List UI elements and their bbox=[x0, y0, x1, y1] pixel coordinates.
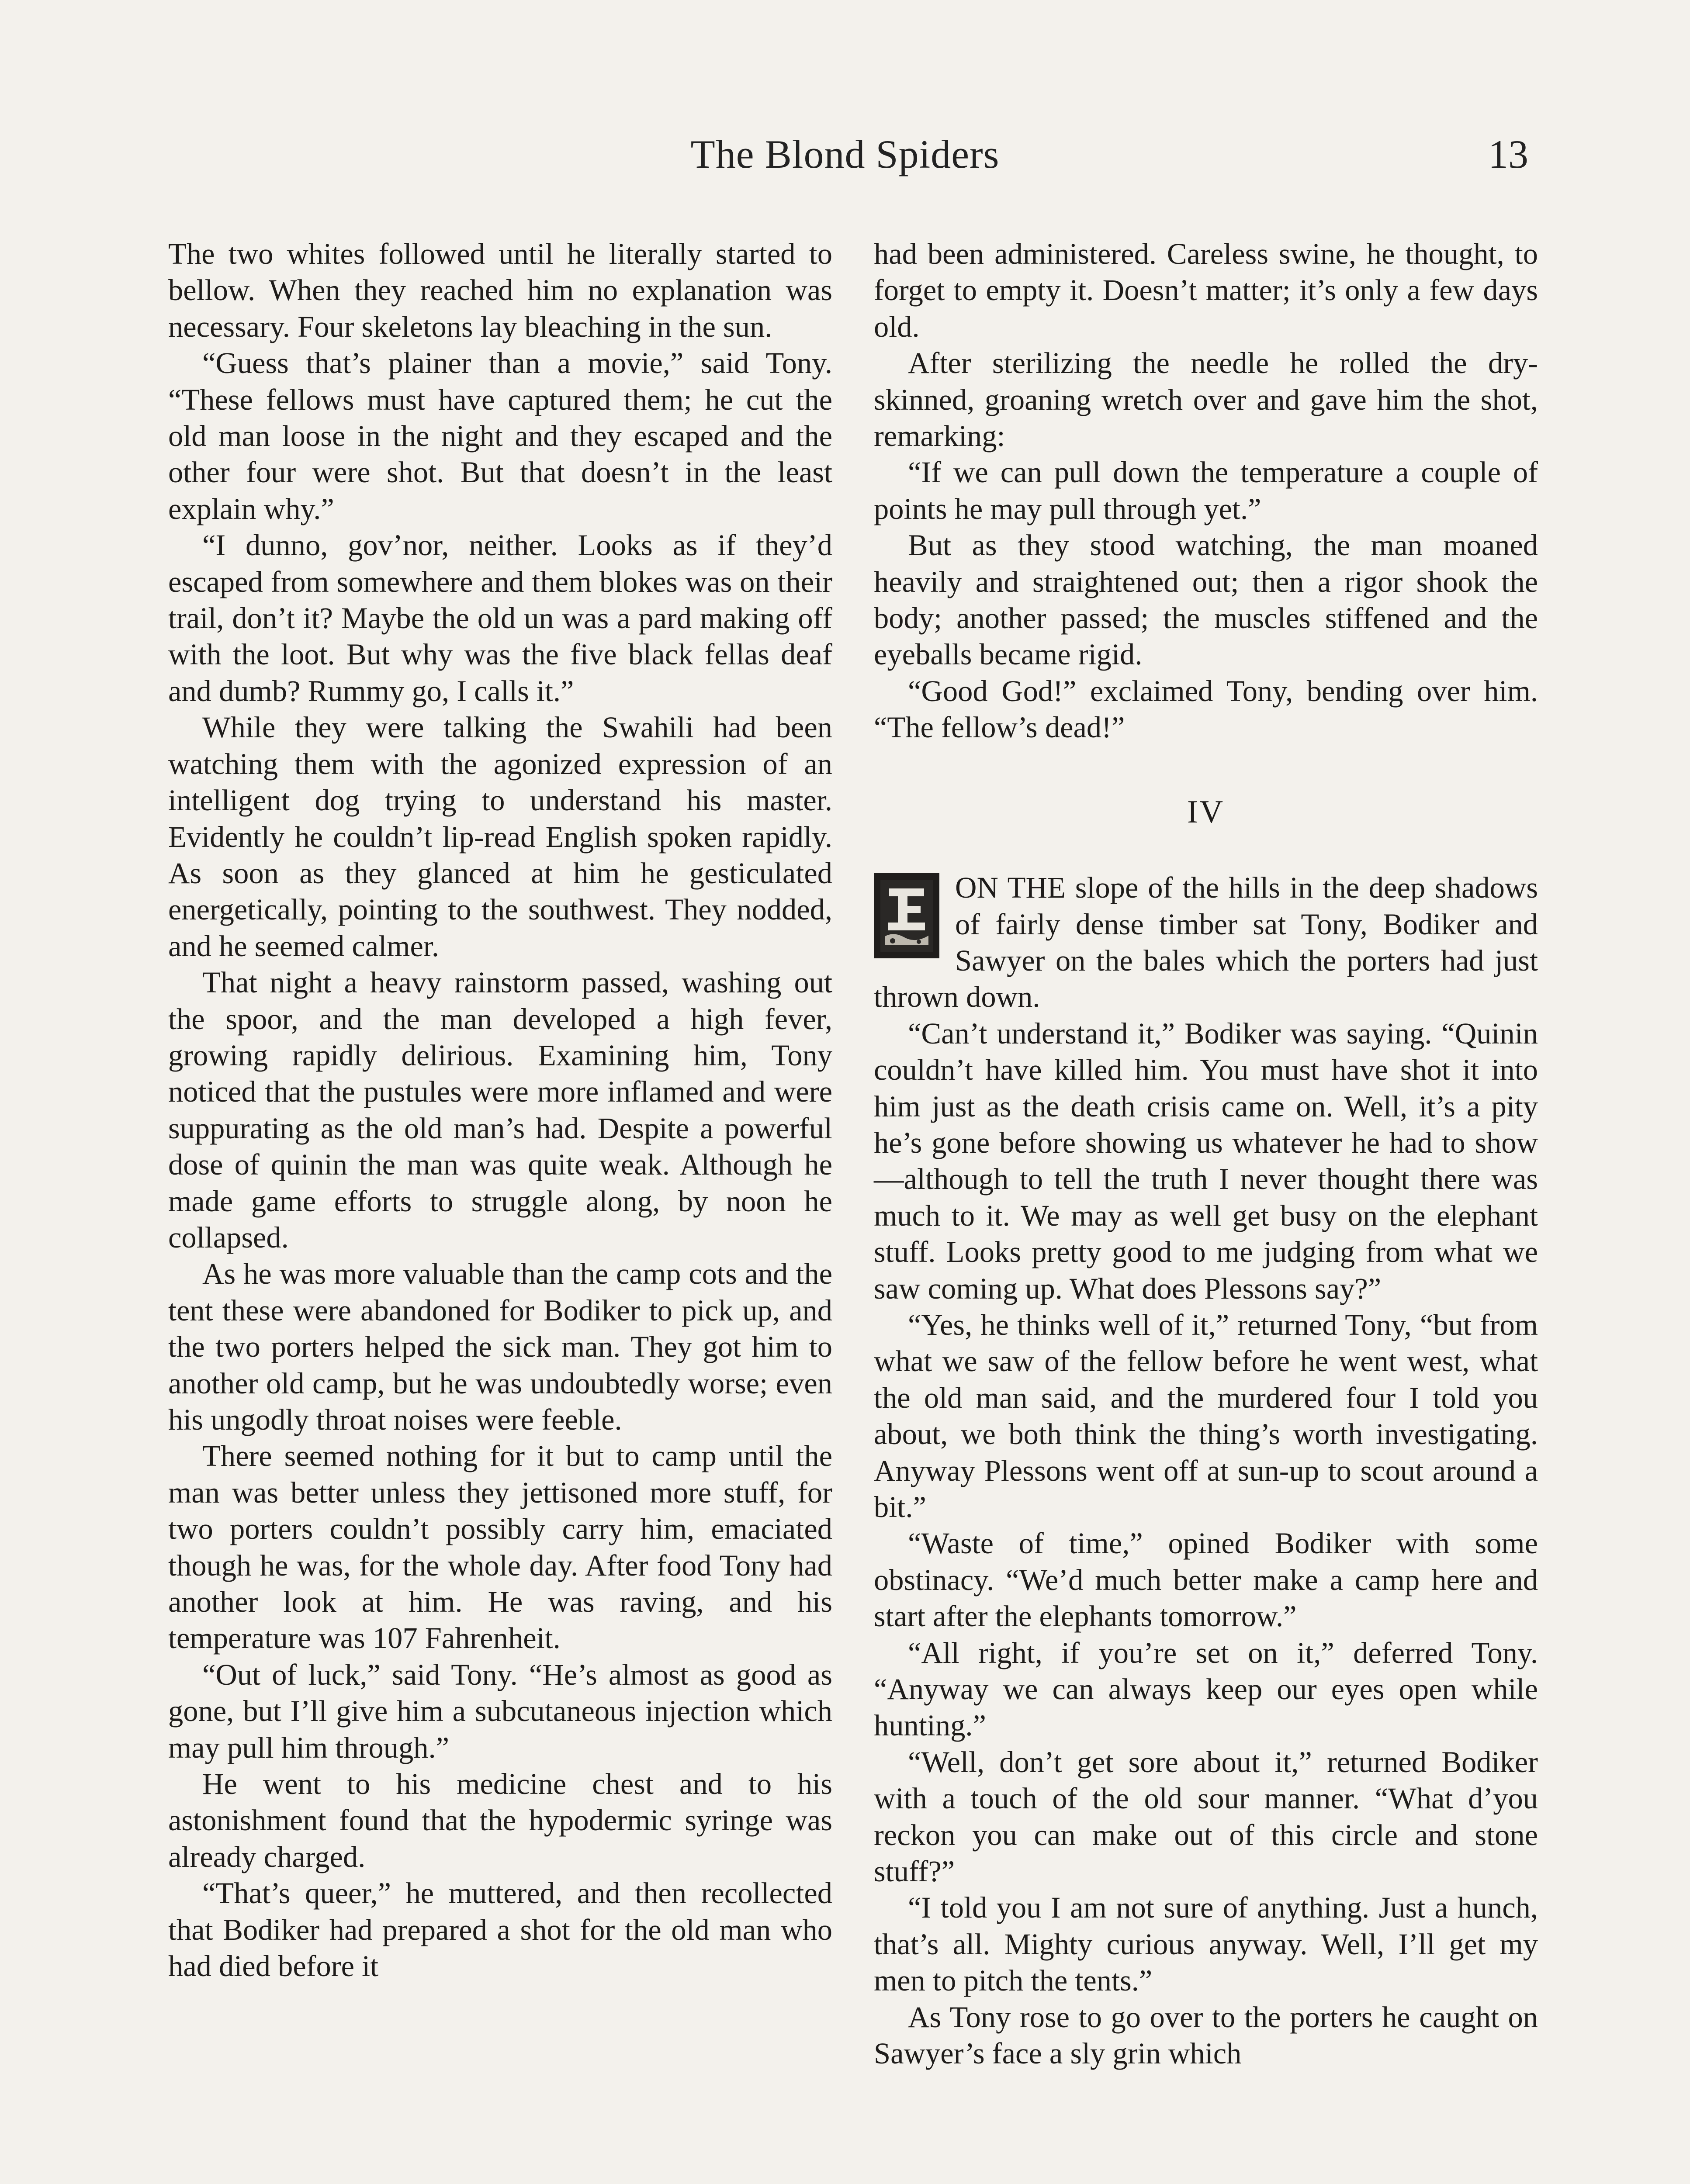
paragraph: “I dunno, gov’nor, neither. Looks as if they’d escaped from somewhere and them blokes was on their trail, don’t it? Maybe the old un was a pard making off with the loot. But why was the five black fellas deaf and dumb? Rummy go, I calls it.” bbox=[168, 529, 832, 708]
paragraph: “Guess that’s plainer than a movie,” said Tony. “These fellows must have captured them; he cut the old man loose in the night and they escaped and the other four were shot. But that doesn’t in the least explain why.” bbox=[168, 346, 832, 525]
paragraph: “Yes, he thinks well of it,” returned Tony, “but from what we saw of the fellow before he went west, what the old man said, and the murdered four I told you about, we both think the thing’s worth investigating. Anyway Plessons went off at sun-up to scout around a bit.” bbox=[874, 1308, 1538, 1524]
paragraph: ON THE slope of the hills in the deep shadows of fairly dense timber sat Tony, Bodiker and Sawyer on the bales which the porters had just thrown down. bbox=[874, 871, 1538, 1014]
paragraph: While they were talking the Swahili had been watching them with the agonized expression of an intelligent dog trying to understand his master. Evidently he couldn’t lip-read English spoken rapidly. As soon as they glanced at him he gesticulated energetically, pointing to the southwest. They nodded, and he seemed calmer. bbox=[168, 711, 832, 963]
paragraph: That night a heavy rainstorm passed, washing out the spoor, and the man developed a high fever, growing rapidly delirious. Examining him, Tony noticed that the pustules were more inflamed and were suppurating as the old man’s had. Despite a powerful dose of quinin the man was quite weak. Although he made game efforts to struggle along, by noon he collapsed. bbox=[168, 966, 832, 1254]
decorative-initial-icon bbox=[874, 873, 939, 958]
paragraph: “All right, if you’re set on it,” deferred Tony. “Anyway we can always keep our eyes open while hunting.” bbox=[874, 1636, 1538, 1742]
paragraph: As he was more valuable than the camp cots and the tent these were abandoned for Bodiker to pick up, and the two porters helped the sick man. They got him to another old camp, but he was undoubtedly worse; even his ungodly throat noises were feeble. bbox=[168, 1257, 832, 1436]
paragraph: But as they stood watching, the man moaned heavily and straightened out; then a rigor shook the body; another passed; the muscles stiffened and the eyeballs became rigid. bbox=[874, 529, 1538, 671]
paragraph: The two whites followed until he literally started to bellow. When they reached him no explanation was necessary. Four skeletons lay bleaching in the sun. bbox=[168, 237, 832, 343]
paragraph: had been administered. Careless swine, he thought, to forget to empty it. Doesn’t matter; it’s only a few days old. bbox=[874, 237, 1538, 343]
paragraph: There seemed nothing for it but to camp until the man was better unless they jettisoned more stuff, for two porters couldn’t possibly carry him, emaciated though he was, for the whole day. After food Tony had another look at him. He was raving, and his temperature was 107 Fahrenheit. bbox=[168, 1439, 832, 1655]
paragraph: He went to his medicine chest and to his astonishment found that the hypodermic syringe was already charged. bbox=[168, 1767, 832, 1873]
paragraph: After sterilizing the needle he rolled the dry-skinned, groaning wretch over and gave him the shot, remarking: bbox=[874, 346, 1538, 453]
running-title: The Blond Spiders bbox=[690, 132, 1000, 176]
paragraph: “Well, don’t get sore about it,” returned Bodiker with a touch of the old sour manner. “What d’you reckon you can make out of this circle and stone stuff?” bbox=[874, 1745, 1538, 1888]
paragraph: “That’s queer,” he muttered, and then recollected that Bodiker had prepared a shot for the old man who had died before it bbox=[168, 1876, 832, 1983]
section-opening bbox=[874, 870, 1538, 1016]
paragraph: As Tony rose to go over to the porters he caught on Sawyer’s face a sly grin which bbox=[874, 2000, 1538, 2070]
right-text-column bbox=[874, 236, 1538, 2072]
page-number: 13 bbox=[1488, 132, 1528, 176]
left-text-column bbox=[168, 236, 832, 1985]
paragraph: “If we can pull down the temperature a couple of points he may pull through yet.” bbox=[874, 456, 1538, 525]
paragraph: “Out of luck,” said Tony. “He’s almost as good as gone, but I’ll give him a subcutaneous injection which may pull him through.” bbox=[168, 1658, 832, 1764]
section-heading: IV bbox=[1187, 794, 1225, 830]
paragraph: “Good God!” exclaimed Tony, bending over him. “The fellow’s dead!” bbox=[874, 674, 1538, 744]
paragraph: “I told you I am not sure of anything. Just a hunch, that’s all. Mighty curious anyway. Well, I’ll get my men to pitch the tents.” bbox=[874, 1891, 1538, 1997]
paragraph: “Can’t understand it,” Bodiker was saying. “Quinin couldn’t have killed him. You must have shot it into him just as the death crisis came on. Well, it’s a pity he’s gone before showing us whatever he had to show—although to tell the truth I never thought there was much to it. We may as well get busy on the elephant stuff. Looks pretty good to me judging from what we saw coming up. What does Plessons say?” bbox=[874, 1016, 1538, 1305]
paragraph: “Waste of time,” opined Bodiker with some obstinacy. “We’d much better make a camp here and start after the elephants tomorrow.” bbox=[874, 1527, 1538, 1633]
